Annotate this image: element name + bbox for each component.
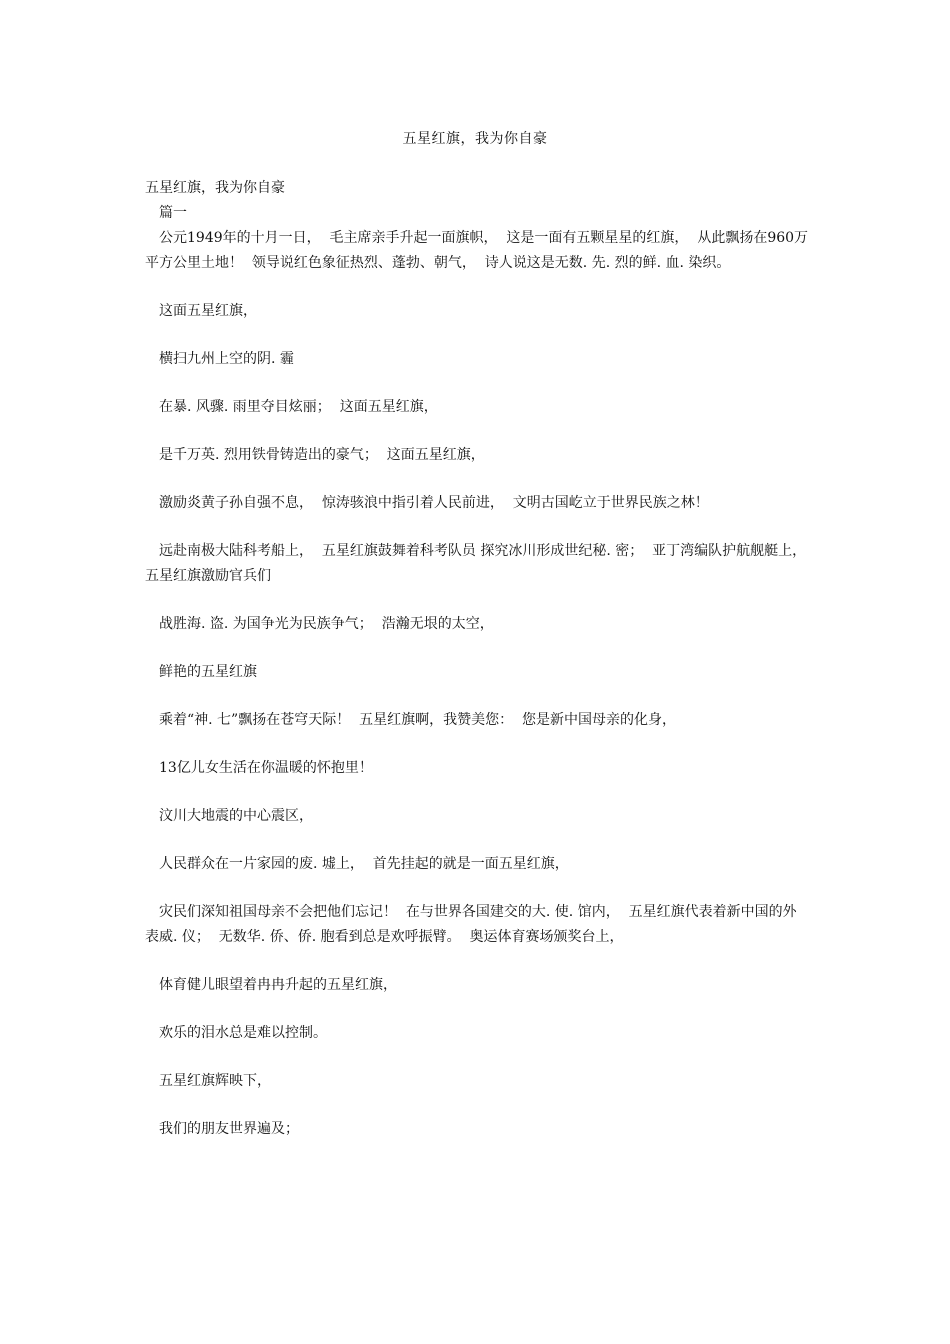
paragraph: 这面五星红旗， (159, 303, 257, 319)
paragraph: 人民群众在一片家园的废. 墟上， 首先挂起的就是一面五星红旗， (159, 856, 569, 872)
document-title: 五星红旗，我为你自豪 (402, 131, 548, 147)
paragraph: 公元1949年的十月一日， 毛主席亲手升起一面旗帜， 这是一面有五颗星星的红旗， 从此飘扬在960万平方公里土地！ 领导说红色象征热烈、蓬勃、朝气， 诗人说这是无数. 先. 烈的鲜. 血. 染织。 (145, 230, 809, 271)
paragraph: 在暴. 风骤. 雨里夺目炫丽； 这面五星红旗， (159, 399, 438, 415)
paragraph: 横扫九州上空的阴. 霾 (159, 351, 294, 367)
paragraph: 是千万英. 烈用铁骨铸造出的豪气； 这面五星红旗， (159, 447, 485, 463)
paragraph: 体育健儿眼望着冉冉升起的五星红旗， (159, 977, 397, 993)
paragraph: 13亿儿女生活在你温暖的怀抱里！ (159, 760, 373, 776)
paragraph: 我们的朋友世界遍及； (159, 1121, 299, 1137)
paragraph: 汶川大地震的中心震区， (159, 808, 313, 824)
paragraph: 灾民们深知祖国母亲不会把他们忘记！ 在与世界各国建交的大. 使. 馆内， 五星红旗代表着新中国的外表威. 仪； 无数华. 侨、侨. 胞看到总是欢呼振臂。 奥运体育赛场颁奖台上， (145, 904, 797, 945)
paragraph: 战胜海. 盗. 为国争光为民族争气； 浩瀚无垠的太空， (159, 616, 494, 632)
paragraph: 鲜艳的五星红旗 (159, 664, 257, 680)
paragraph: 乘着“神. 七”飘扬在苍穹天际！ 五星红旗啊，我赞美您： 您是新中国母亲的化身， (159, 712, 677, 728)
paragraph: 激励炎黄子孙自强不息， 惊涛骇浪中指引着人民前进， 文明古国屹立于世界民族之林！ (159, 495, 709, 511)
paragraph: 五星红旗辉映下， (159, 1073, 271, 1089)
document-body (145, 176, 816, 1142)
section-heading: 篇一 (159, 205, 187, 221)
paragraph: 远赴南极大陆科考船上， 五星红旗鼓舞着科考队员 探究冰川形成世纪秘. 密； 亚丁湾编队护航舰艇上， 五星红旗激励官兵们 (145, 543, 816, 584)
paragraph: 欢乐的泪水总是难以控制。 (159, 1025, 327, 1041)
document-subtitle: 五星红旗，我为你自豪 (145, 180, 285, 196)
